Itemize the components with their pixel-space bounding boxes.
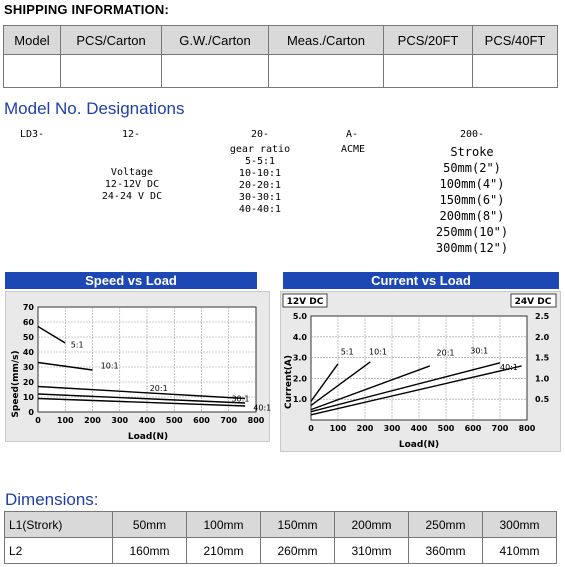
voltage-list [82,167,182,203]
speed-y-tick: 0 [28,408,34,417]
speed-chart-title: Speed vs Load [5,272,257,289]
stroke-option: 300mm(12") [435,241,509,255]
shipping-header-pcs-20ft: PCS/20FT [384,26,473,55]
code-voltage: 12- [122,129,141,140]
current-right-y-tick: 2.0 [535,332,550,342]
speed-y-tick: 60 [22,318,34,327]
current-x-tick: 300 [383,424,401,433]
speed-x-axis-label: Load(N) [127,432,169,442]
stroke-option: 200mm(8") [439,209,505,223]
speed-series-label: 40:1 [253,403,272,413]
speed-series-label: 20:1 [149,384,168,393]
code-series: LD3- [20,129,45,140]
gear-option: 5-5:1 [244,156,276,167]
code-thread: A- [346,129,359,140]
shipping-cell [473,55,558,88]
current-chart-title: Current vs Load [283,272,559,289]
current-y-axis-label: Current(A) [284,355,294,409]
current-x-tick: 500 [437,424,455,433]
stroke-list [422,144,522,256]
shipping-cell [162,55,269,88]
shipping-cell [269,55,384,88]
designations-title: Model No. Designations [4,99,185,118]
speed-y-axis-label: Speed(mm/s) [11,350,21,418]
dimensions-title: Dimensions: [5,490,99,509]
current-right-y-tick: 0.5 [535,395,550,405]
speed-x-tick: 400 [138,416,156,425]
right-axis-unit: 24V DC [514,297,552,307]
speed-series-label: 30:1 [231,394,250,404]
dim-cell: 260mm [261,538,335,564]
shipping-empty-row [4,55,558,88]
code-stroke: 200- [460,129,485,140]
dim-cell: 410mm [483,538,557,564]
dim-cell: 300mm [483,512,557,538]
voltage-option: 24-24 V DC [101,191,163,202]
current-y-tick: 5.0 [292,312,307,321]
speed-x-tick: 300 [111,416,129,425]
speed-x-tick: 0 [35,416,41,425]
speed-series-label: 5:1 [70,340,84,350]
current-x-tick: 0 [308,424,314,433]
current-series-label: 10:1 [369,347,388,357]
dim-cell: 210mm [187,538,261,564]
current-chart [280,291,561,452]
current-series-label: 20:1 [436,348,455,358]
speed-x-tick: 600 [193,416,210,425]
stroke-option: 100mm(4") [439,177,505,191]
speed-y-tick: 10 [22,393,34,402]
current-x-tick: 400 [410,424,428,433]
speed-y-tick: 30 [22,363,34,372]
dimensions-row-l1 [5,512,557,538]
speed-y-tick: 50 [22,333,34,342]
dim-cell: 360mm [409,538,483,564]
dim-cell: 160mm [113,538,187,564]
shipping-header-pcs-carton: PCS/Carton [61,26,162,55]
dim-cell: 100mm [187,512,261,538]
current-x-tick: 700 [491,424,509,433]
stroke-option: 50mm(2") [443,161,501,175]
current-y-tick: 3.0 [292,353,307,363]
speed-y-tick: 70 [22,303,34,312]
current-right-y-tick: 1.5 [535,353,550,363]
code-gear: 20- [251,129,270,140]
current-x-tick: 800 [518,424,536,433]
gear-option: 30-30:1 [238,192,282,203]
shipping-cell [4,55,61,88]
current-x-tick: 200 [356,424,374,433]
shipping-header-pcs-40ft: PCS/40FT [473,26,558,55]
shipping-header-model: Model [4,26,61,55]
dimensions-table [4,511,557,564]
current-y-tick: 1.0 [292,395,307,405]
speed-x-tick: 500 [165,416,183,425]
shipping-cell [384,55,473,88]
speed-series-label: 10:1 [100,361,119,371]
dim-cell: 150mm [261,512,335,538]
current-chart-svg [281,292,560,451]
current-series-label: 40:1 [500,363,518,373]
current-y-tick: 4.0 [292,332,307,342]
voltage-heading: Voltage [110,167,154,178]
shipping-header-gw-carton: G.W./Carton [162,26,269,55]
stroke-option: 150mm(6") [439,193,505,207]
speed-x-tick: 800 [247,416,265,425]
shipping-header-row [4,26,558,55]
speed-x-tick: 200 [84,416,101,425]
left-axis-unit: 12V DC [286,297,324,307]
speed-x-tick: 100 [56,416,74,425]
current-y-tick: 2.0 [292,374,307,384]
current-right-y-tick: 1.0 [535,374,550,384]
current-right-y-tick: 2.5 [535,312,550,321]
dim-cell: 200mm [335,512,409,538]
speed-x-tick: 700 [220,416,238,425]
dim-row-label: L1(Strork) [5,512,113,538]
stroke-heading: Stroke [450,145,494,159]
dim-cell: 50mm [113,512,187,538]
dim-cell: 250mm [409,512,483,538]
current-series-label: 30:1 [470,346,489,356]
gear-heading: gear ratio [229,144,291,155]
current-series-label: 5:1 [340,347,354,357]
speed-y-tick: 20 [22,378,34,387]
speed-y-tick: 40 [22,348,34,357]
voltage-option: 12-12V DC [104,179,160,190]
current-x-tick: 100 [329,424,347,433]
gear-list [220,144,300,216]
thread-label: ACME [340,144,366,155]
gear-option: 10-10:1 [238,168,282,179]
gear-option: 40-40:1 [238,204,282,215]
current-x-axis-label: Load(N) [398,440,440,450]
shipping-table [3,25,558,88]
speed-chart-svg [6,292,272,442]
dim-cell: 310mm [335,538,409,564]
shipping-title: SHIPPING INFORMATION: [4,2,170,17]
dimensions-row-l2 [5,538,557,564]
stroke-option: 250mm(10") [435,225,509,239]
speed-chart [5,291,270,442]
dim-row-label: L2 [5,538,113,564]
shipping-cell [61,55,162,88]
current-x-tick: 600 [464,424,482,433]
shipping-header-meas-carton: Meas./Carton [269,26,384,55]
gear-option: 20-20:1 [238,180,282,191]
